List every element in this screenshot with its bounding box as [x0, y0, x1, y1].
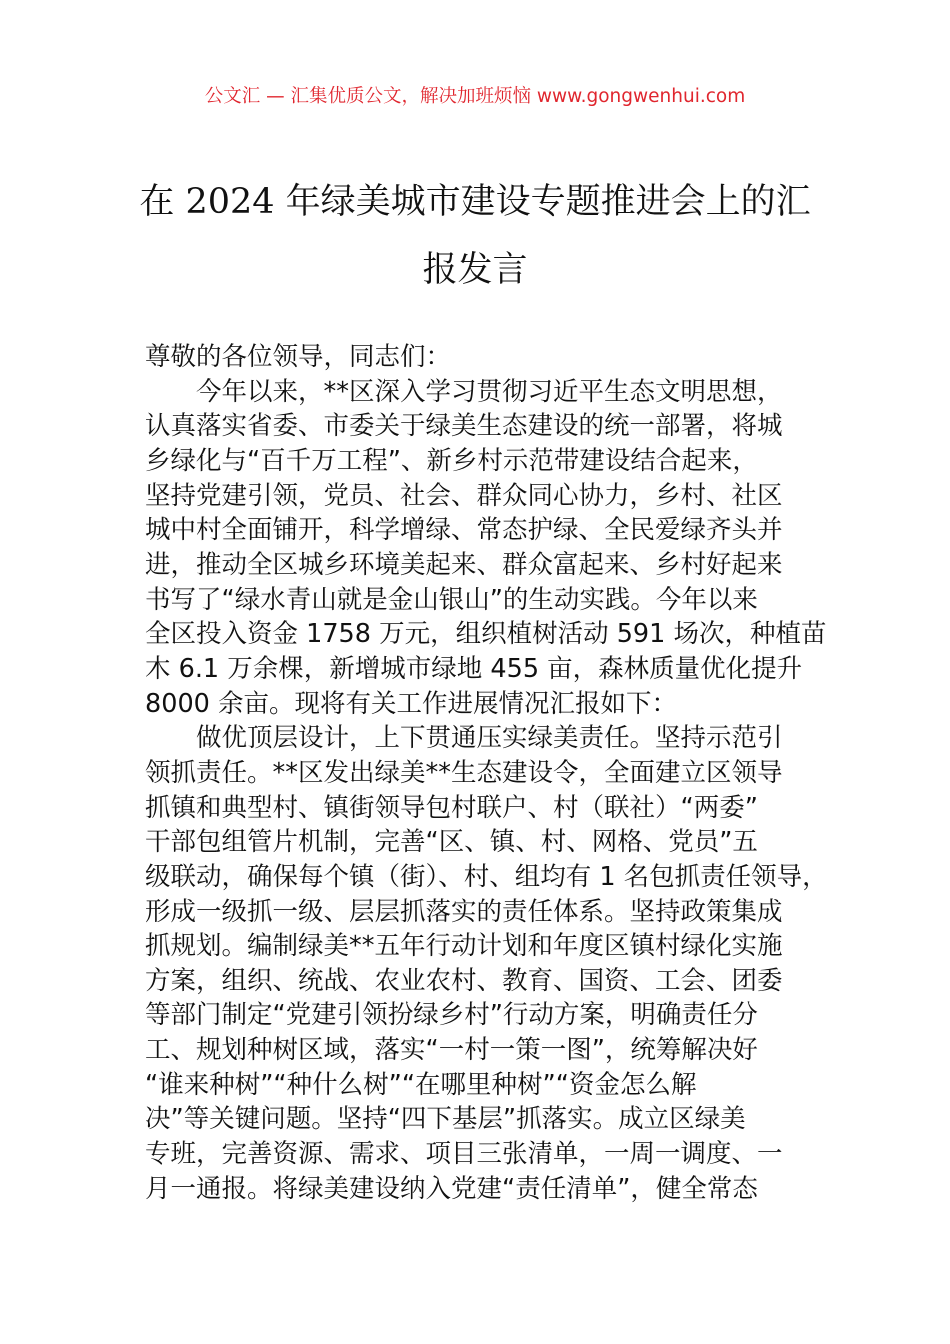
body-text-line: 决”等关键问题。坚持“四下基层”抓落实。成立区绿美 [145, 1104, 746, 1135]
body-text-line: 方案，组织、统战、农业农村、教育、国资、工会、团委 [145, 965, 783, 996]
body-text-line: 进，推动全区城乡环境美起来、群众富起来、乡村好起来 [145, 549, 783, 580]
body-text-line: 抓规划。编制绿美**五年行动计划和年度区镇村绿化实施 [145, 931, 783, 962]
body-text-line: 做优顶层设计，上下贯通压实绿美责任。坚持示范引 [145, 723, 783, 754]
body-text-line: 专班，完善资源、需求、项目三张清单，一周一调度、一 [145, 1139, 783, 1170]
document-title-line-2: 报发言 [422, 250, 528, 290]
body-text-line: 形成一级抓一级、层层抓落实的责任体系。坚持政策集成 [145, 896, 783, 927]
watermark-header: 公文汇 — 汇集优质公文，解决加班烦恼 www.gongwenhui.com [204, 86, 746, 107]
body-text-line: 全区投入资金 1758 万元，组织植树活动 591 场次，种植苗 [145, 619, 827, 650]
body-text-line: 工、规划种树区域，落实“一村一策一图”，统筹解决好 [145, 1035, 758, 1066]
body-text-line: 尊敬的各位领导，同志们： [145, 342, 452, 372]
body-text-line: 书写了“绿水青山就是金山银山”的生动实践。今年以来 [145, 584, 758, 615]
body-text-line: 级联动，确保每个镇（街）、村、组均有 1 名包抓责任领导， [145, 861, 828, 892]
body-text-line: 木 6.1 万余棵，新增城市绿地 455 亩，森林质量优化提升 [145, 653, 803, 684]
document-title-line-1: 在 2024 年绿美城市建设专题推进会上的汇 [139, 182, 811, 222]
body-text-line: 8000 余亩。现将有关工作进展情况汇报如下： [145, 688, 678, 719]
body-text-line: 月一通报。将绿美建设纳入党建“责任清单”，健全常态 [145, 1173, 758, 1204]
body-text-line: 抓镇和典型村、镇街领导包村联户、村（联社）“两委” [145, 792, 758, 823]
body-text-line: 乡绿化与“百千万工程”、新乡村示范带建设结合起来， [145, 445, 758, 476]
body-text-line: 领抓责任。**区发出绿美**生态建设令，全面建立区领导 [145, 757, 783, 788]
body-text-line: 城中村全面铺开，科学增绿、常态护绿、全民爱绿齐头并 [145, 515, 783, 546]
body-text-line: “谁来种树”“种什么树”“在哪里种树”“资金怎么解 [145, 1069, 697, 1100]
body-text-line: 等部门制定“党建引领扮绿乡村”行动方案，明确责任分 [145, 1000, 758, 1031]
body-text-line: 认真落实省委、市委关于绿美生态建设的统一部署，将城 [145, 411, 783, 442]
body-text-line: 坚持党建引领，党员、社会、群众同心协力，乡村、社区 [145, 480, 783, 511]
body-text-line: 干部包组管片机制，完善“区、镇、村、网格、党员”五 [145, 827, 758, 858]
body-text-line: 今年以来，**区深入学习贯彻习近平生态文明思想， [145, 376, 783, 407]
document-body [145, 340, 845, 1206]
